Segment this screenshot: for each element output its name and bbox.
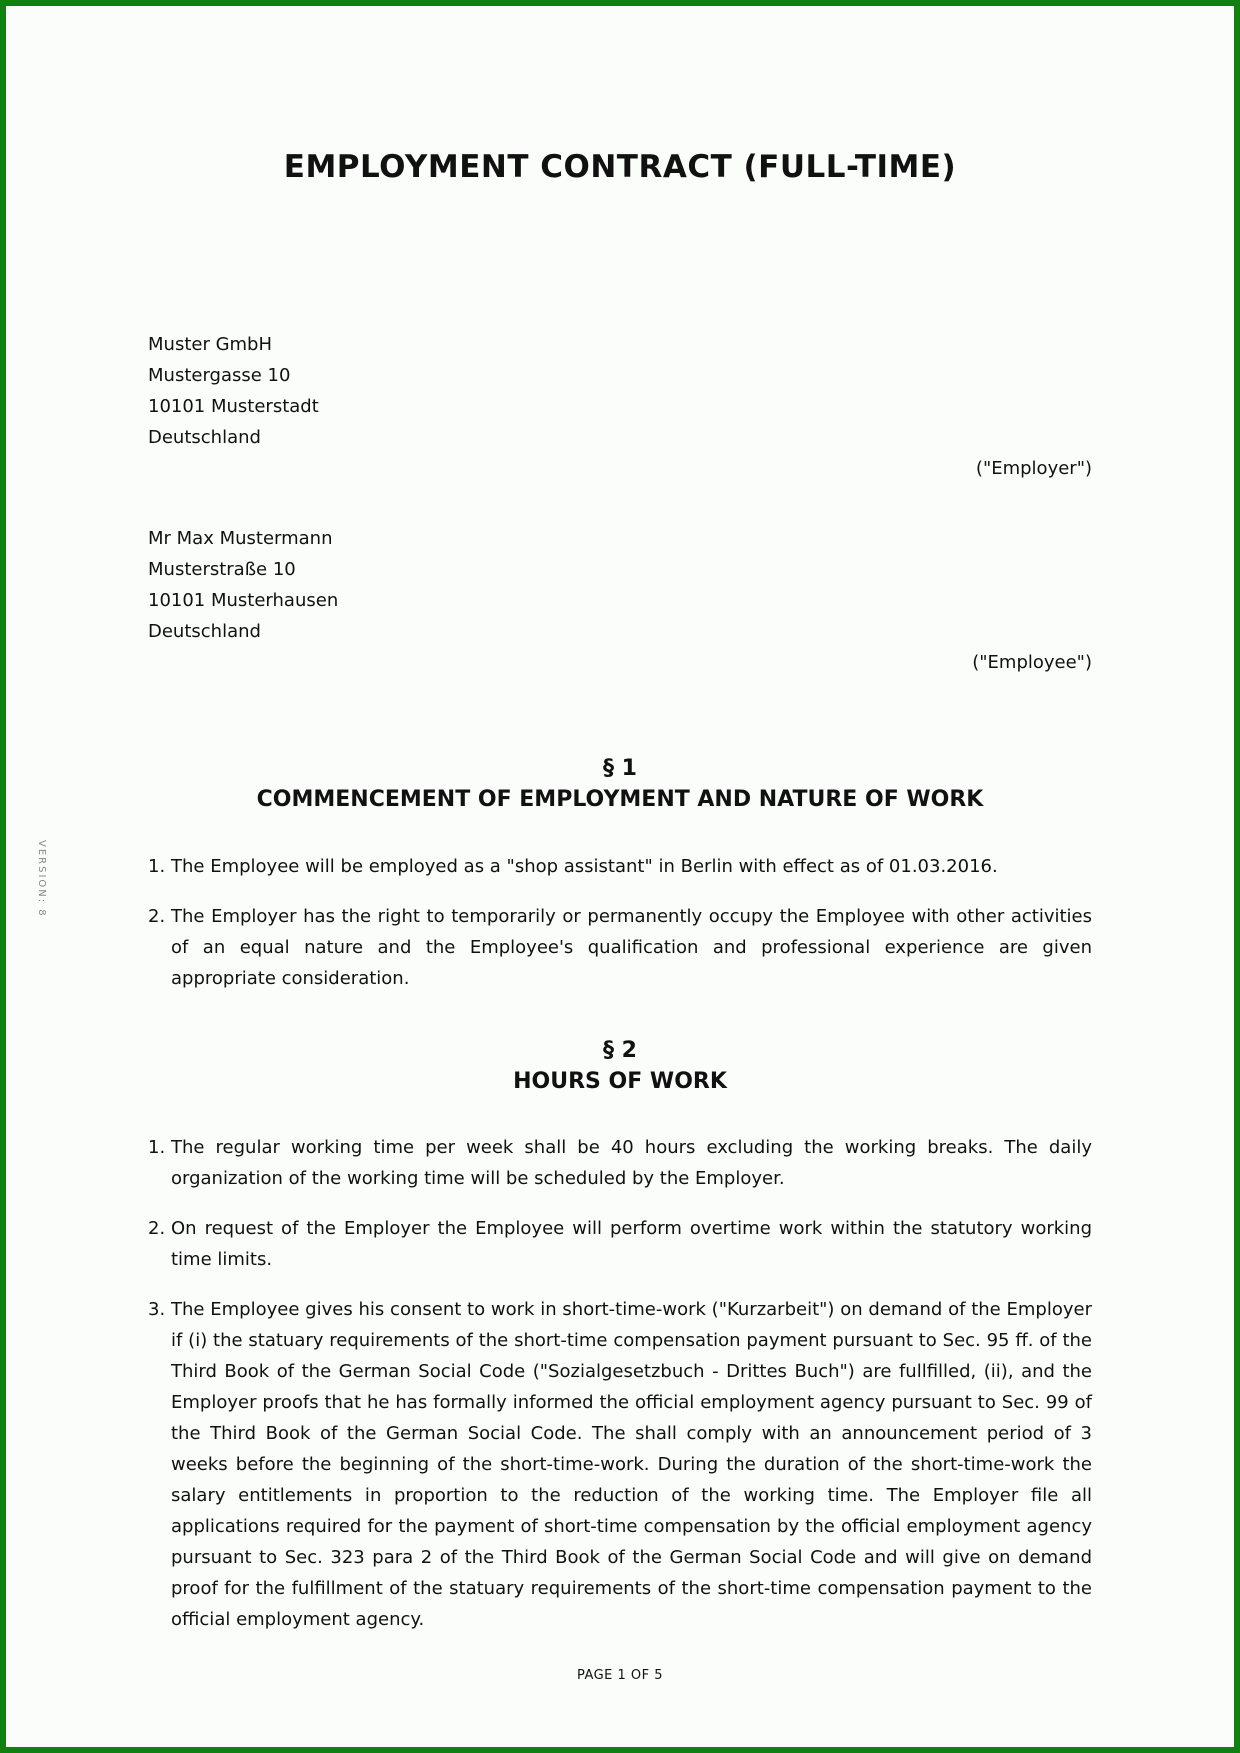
employee-city: 10101 Musterhausen (148, 590, 339, 611)
section-1-heading (6, 753, 1234, 815)
section-title: COMMENCEMENT OF EMPLOYMENT AND NATURE OF WORK (256, 787, 984, 812)
clause-number: 2. (148, 1218, 166, 1239)
section-2-heading (6, 1035, 1234, 1097)
clause-number: 1. (148, 1137, 166, 1158)
employee-country: Deutschland (148, 621, 261, 642)
clause-item (148, 901, 1092, 994)
clause-text: On request of the Employer the Employee will perform overtime work within the statutory working time limits. (171, 1218, 1092, 1270)
clause-text: The Employee will be employed as a "shop assistant" in Berlin with effect as of 01.03.2016. (171, 856, 998, 877)
document-title: EMPLOYMENT CONTRACT (FULL-TIME) (283, 149, 957, 185)
section-number: § 1 (603, 756, 637, 781)
clause-text: The Employee gives his consent to work in short-time-work ("Kurzarbeit") on demand of the Employer if (i) the statuary requirements of the short-time compensation payment pursuant to Sec. 95 ff. of the Third Book of the German Social Code ("Sozialgesetzbuch - Drittes Buch") are fullfilled, (ii), and the Employer proofs that he has formally informed the official employment agency pursuant to Sec. 99 of the Third Book of the German Social Code. The shall comply with an announcement period of 3 weeks before the beginning of the short-time-work. During the duration of the short-time-work the salary entitlements in proportion to the reduction of the working time. The Employer file all applications required for the payment of short-time compensation by the official employment agency pursuant to Sec. 323 para 2 of the Third Book of the German Social Code and will give on demand proof for the fulfillment of the statuary requirements of the short-time compensation payment to the official employment agency. (171, 1299, 1092, 1630)
employer-street: Mustergasse 10 (148, 365, 291, 386)
employer-address (148, 329, 1092, 484)
clause-number: 1. (148, 856, 166, 877)
clause-number: 3. (148, 1299, 166, 1320)
clause-text: The regular working time per week shall be 40 hours excluding the working breaks. The daily organization of the working time will be scheduled by the Employer. (171, 1137, 1092, 1189)
employer-role-label: ("Employer") (975, 458, 1092, 479)
employee-street: Musterstraße 10 (148, 559, 296, 580)
clause-text: The Employer has the right to temporarily or permanently occupy the Employee with other activities of an equal nature and the Employee's qualification and professional experience are given appropriate consideration. (171, 906, 1092, 989)
section-title: HOURS OF WORK (513, 1069, 727, 1094)
clause-number: 2. (148, 906, 166, 927)
employee-name: Mr Max Mustermann (148, 528, 333, 549)
clause-item (148, 1294, 1092, 1635)
clause-item (148, 1213, 1092, 1275)
employee-address (148, 523, 1092, 678)
clause-item (148, 1132, 1092, 1194)
employee-role-label: ("Employee") (972, 652, 1092, 673)
employer-name: Muster GmbH (148, 334, 273, 355)
clause-item (148, 851, 1092, 882)
section-number: § 2 (603, 1038, 637, 1063)
section-1-clauses (148, 851, 1092, 1013)
version-label: VERSION: 8 (36, 840, 47, 918)
employer-city: 10101 Musterstadt (148, 396, 319, 417)
section-2-clauses (148, 1132, 1092, 1654)
employer-country: Deutschland (148, 427, 261, 448)
page-number: PAGE 1 OF 5 (576, 1668, 664, 1683)
